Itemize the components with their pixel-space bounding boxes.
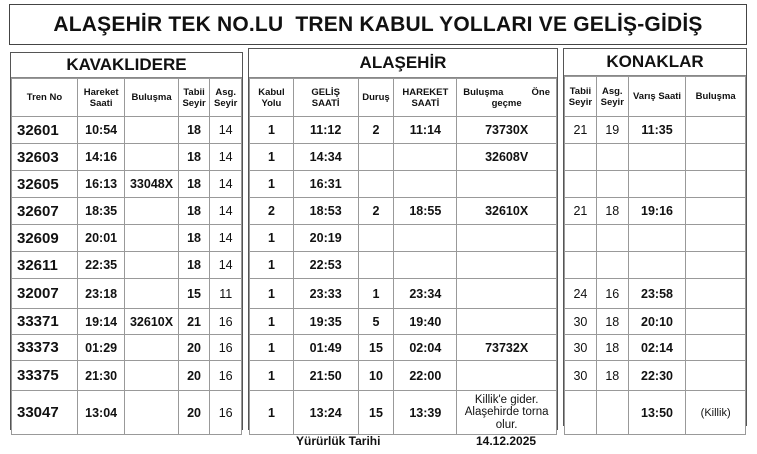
stop-duration <box>358 225 394 252</box>
receiving-track: 1 <box>250 361 294 391</box>
min-run-time: 14 <box>210 144 242 171</box>
meeting-train <box>125 198 178 225</box>
table-row <box>12 198 242 225</box>
table-row <box>12 361 242 391</box>
table-row <box>565 252 746 279</box>
table-row <box>12 309 242 335</box>
receiving-track: 1 <box>250 117 294 144</box>
arrival-time: 19:16 <box>628 198 686 225</box>
meeting-train: (Killik) <box>686 391 746 435</box>
meeting-train <box>125 225 178 252</box>
section-heading-konaklar: KONAKLAR <box>564 49 746 76</box>
arrival-time: 13:24 <box>293 391 358 435</box>
receiving-track: 1 <box>250 309 294 335</box>
normal-run-time: 30 <box>565 335 597 361</box>
arrival-time: 18:53 <box>293 198 358 225</box>
departure-time <box>394 252 457 279</box>
meeting-train <box>125 361 178 391</box>
min-run-time: 14 <box>210 225 242 252</box>
meeting-train <box>686 225 746 252</box>
stop-duration: 15 <box>358 335 394 361</box>
min-run-time: 14 <box>210 198 242 225</box>
table-row <box>250 279 557 309</box>
receiving-track: 1 <box>250 335 294 361</box>
normal-run-time <box>565 144 597 171</box>
min-run-time <box>596 391 628 435</box>
header-row <box>565 77 746 117</box>
normal-run-time <box>565 225 597 252</box>
train-number: 33047 <box>12 391 78 435</box>
min-run-time <box>596 252 628 279</box>
meeting-train <box>686 198 746 225</box>
col-hareket-saati: HAREKET SAATİ <box>394 79 457 117</box>
departure-time: 13:39 <box>394 391 457 435</box>
table-row <box>12 252 242 279</box>
alasehir-table <box>249 78 557 435</box>
train-number: 33375 <box>12 361 78 391</box>
table-row <box>250 309 557 335</box>
departure-time <box>394 144 457 171</box>
arrival-time: 23:58 <box>628 279 686 309</box>
stop-duration <box>358 144 394 171</box>
meeting-train <box>686 117 746 144</box>
normal-run-time <box>565 171 597 198</box>
receiving-track: 1 <box>250 144 294 171</box>
arrival-time: 22:30 <box>628 361 686 391</box>
header-row <box>250 79 557 117</box>
normal-run-time: 30 <box>565 361 597 391</box>
arrival-time: 11:12 <box>293 117 358 144</box>
min-run-time: 18 <box>596 361 628 391</box>
normal-run-time: 18 <box>178 225 210 252</box>
stop-duration: 2 <box>358 198 394 225</box>
min-run-time: 14 <box>210 117 242 144</box>
table-row <box>565 361 746 391</box>
departure-time <box>394 171 457 198</box>
normal-run-time: 21 <box>565 117 597 144</box>
effective-date-label: Yürürlük Tarihi <box>296 434 381 448</box>
receiving-track: 1 <box>250 225 294 252</box>
min-run-time: 18 <box>596 198 628 225</box>
normal-run-time: 18 <box>178 198 210 225</box>
normal-run-time: 30 <box>565 309 597 335</box>
train-number: 32605 <box>12 171 78 198</box>
stop-duration: 5 <box>358 309 394 335</box>
table-row <box>565 171 746 198</box>
meeting-train <box>686 309 746 335</box>
normal-run-time <box>565 252 597 279</box>
table-row <box>565 144 746 171</box>
col-gelis-saati: GELİŞ SAATİ <box>293 79 358 117</box>
arrival-time <box>628 144 686 171</box>
departure-time: 20:01 <box>77 225 124 252</box>
departure-time: 02:04 <box>394 335 457 361</box>
table-row <box>565 335 746 361</box>
min-run-time <box>596 225 628 252</box>
min-run-time: 14 <box>210 252 242 279</box>
col-bulusma-one-gecme: Buluşma Öne geçme <box>457 79 557 117</box>
col-tabii-seyir: Tabii Seyir <box>178 79 210 117</box>
meeting-overtake: 32610X <box>457 198 557 225</box>
table-row <box>250 391 557 435</box>
meeting-train <box>686 361 746 391</box>
header-row <box>12 79 242 117</box>
departure-time: 14:16 <box>77 144 124 171</box>
departure-time: 16:13 <box>77 171 124 198</box>
table-row <box>565 279 746 309</box>
departure-time: 18:35 <box>77 198 124 225</box>
arrival-time: 21:50 <box>293 361 358 391</box>
section-konaklar <box>563 48 747 426</box>
arrival-time <box>628 171 686 198</box>
table-row <box>250 117 557 144</box>
train-number: 32609 <box>12 225 78 252</box>
meeting-train <box>686 144 746 171</box>
col-hareket-saati: Hareket Saati <box>77 79 124 117</box>
receiving-track: 1 <box>250 252 294 279</box>
table-row <box>250 171 557 198</box>
normal-run-time <box>565 391 597 435</box>
arrival-time: 20:10 <box>628 309 686 335</box>
col-bulusma: Buluşma <box>125 79 178 117</box>
meeting-train <box>125 144 178 171</box>
col-asg-seyir: Asg. Seyir <box>596 77 628 117</box>
min-run-time: 11 <box>210 279 242 309</box>
min-run-time: 16 <box>596 279 628 309</box>
receiving-track: 1 <box>250 171 294 198</box>
normal-run-time: 18 <box>178 117 210 144</box>
arrival-time <box>628 225 686 252</box>
normal-run-time: 20 <box>178 361 210 391</box>
normal-run-time: 20 <box>178 391 210 435</box>
col-durus: Duruş <box>358 79 394 117</box>
meeting-overtake <box>457 361 557 391</box>
normal-run-time: 18 <box>178 252 210 279</box>
meeting-overtake: Killik'e gider. Alaşehirde torna olur. <box>457 391 557 435</box>
timetable-title: ALAŞEHİR TEK NO.LU TREN KABUL YOLLARI VE GELİŞ-GİDİŞ <box>53 12 703 36</box>
table-row <box>565 309 746 335</box>
normal-run-time: 21 <box>178 309 210 335</box>
receiving-track: 2 <box>250 198 294 225</box>
meeting-train <box>125 117 178 144</box>
departure-time: 19:14 <box>77 309 124 335</box>
min-run-time: 16 <box>210 361 242 391</box>
receiving-track: 1 <box>250 391 294 435</box>
table-row <box>250 335 557 361</box>
meeting-overtake: 73730X <box>457 117 557 144</box>
table-row <box>565 198 746 225</box>
effective-date-value: 14.12.2025 <box>476 434 537 448</box>
meeting-train <box>125 279 178 309</box>
meeting-overtake <box>457 225 557 252</box>
table-row <box>12 391 242 435</box>
col-kabul-yolu: Kabul Yolu <box>250 79 294 117</box>
min-run-time: 16 <box>210 309 242 335</box>
arrival-time: 14:34 <box>293 144 358 171</box>
table-row <box>565 225 746 252</box>
meeting-train: 33048X <box>125 171 178 198</box>
table-row <box>12 225 242 252</box>
stop-duration: 1 <box>358 279 394 309</box>
departure-time: 11:14 <box>394 117 457 144</box>
train-number: 32007 <box>12 279 78 309</box>
min-run-time: 19 <box>596 117 628 144</box>
meeting-overtake: 73732X <box>457 335 557 361</box>
departure-time <box>394 225 457 252</box>
kavaklidere-table <box>11 78 242 435</box>
section-heading-kavaklidere: KAVAKLIDERE <box>11 53 242 78</box>
normal-run-time: 18 <box>178 144 210 171</box>
min-run-time: 16 <box>210 335 242 361</box>
arrival-time: 13:50 <box>628 391 686 435</box>
departure-time: 18:55 <box>394 198 457 225</box>
arrival-time: 22:53 <box>293 252 358 279</box>
arrival-time: 19:35 <box>293 309 358 335</box>
normal-run-time: 24 <box>565 279 597 309</box>
col-asg-seyir: Asg. Seyir <box>210 79 242 117</box>
arrival-time: 02:14 <box>628 335 686 361</box>
departure-time: 13:04 <box>77 391 124 435</box>
table-row <box>12 279 242 309</box>
departure-time: 01:29 <box>77 335 124 361</box>
section-kavaklidere <box>10 52 243 430</box>
meeting-train <box>125 335 178 361</box>
train-number: 32611 <box>12 252 78 279</box>
departure-time: 23:34 <box>394 279 457 309</box>
departure-time: 21:30 <box>77 361 124 391</box>
meeting-overtake <box>457 309 557 335</box>
train-number: 33373 <box>12 335 78 361</box>
departure-time: 23:18 <box>77 279 124 309</box>
arrival-time: 01:49 <box>293 335 358 361</box>
normal-run-time: 20 <box>178 335 210 361</box>
min-run-time: 16 <box>210 391 242 435</box>
timetable-title-box <box>9 4 747 45</box>
stop-duration <box>358 171 394 198</box>
normal-run-time: 21 <box>565 198 597 225</box>
table-row <box>12 144 242 171</box>
min-run-time <box>596 171 628 198</box>
min-run-time: 18 <box>596 335 628 361</box>
meeting-overtake: 32608V <box>457 144 557 171</box>
table-row <box>250 144 557 171</box>
meeting-train <box>125 252 178 279</box>
train-number: 32603 <box>12 144 78 171</box>
departure-time: 22:00 <box>394 361 457 391</box>
stop-duration: 10 <box>358 361 394 391</box>
train-number: 32607 <box>12 198 78 225</box>
konaklar-table <box>564 76 746 435</box>
departure-time: 10:54 <box>77 117 124 144</box>
arrival-time: 16:31 <box>293 171 358 198</box>
table-row <box>565 117 746 144</box>
table-row <box>250 225 557 252</box>
arrival-time: 11:35 <box>628 117 686 144</box>
meeting-train <box>686 171 746 198</box>
table-row <box>12 171 242 198</box>
min-run-time: 14 <box>210 171 242 198</box>
table-row <box>12 335 242 361</box>
col-tren-no: Tren No <box>12 79 78 117</box>
section-heading-alasehir: ALAŞEHİR <box>249 49 557 78</box>
meeting-train <box>686 279 746 309</box>
table-row <box>250 198 557 225</box>
receiving-track: 1 <box>250 279 294 309</box>
table-row <box>250 252 557 279</box>
meeting-train <box>686 335 746 361</box>
table-row <box>565 391 746 435</box>
meeting-overtake <box>457 171 557 198</box>
section-alasehir <box>248 48 558 430</box>
min-run-time: 18 <box>596 309 628 335</box>
meeting-train <box>686 252 746 279</box>
meeting-overtake <box>457 279 557 309</box>
table-row <box>250 361 557 391</box>
train-number: 32601 <box>12 117 78 144</box>
col-bulusma: Buluşma <box>686 77 746 117</box>
arrival-time <box>628 252 686 279</box>
train-number: 33371 <box>12 309 78 335</box>
normal-run-time: 15 <box>178 279 210 309</box>
col-tabii-seyir: Tabii Seyir <box>565 77 597 117</box>
normal-run-time: 18 <box>178 171 210 198</box>
meeting-train <box>125 391 178 435</box>
meeting-overtake <box>457 252 557 279</box>
stop-duration: 15 <box>358 391 394 435</box>
departure-time: 19:40 <box>394 309 457 335</box>
arrival-time: 23:33 <box>293 279 358 309</box>
col-varis-saati: Varış Saati <box>628 77 686 117</box>
arrival-time: 20:19 <box>293 225 358 252</box>
meeting-train: 32610X <box>125 309 178 335</box>
departure-time: 22:35 <box>77 252 124 279</box>
min-run-time <box>596 144 628 171</box>
stop-duration: 2 <box>358 117 394 144</box>
table-row <box>12 117 242 144</box>
stop-duration <box>358 252 394 279</box>
